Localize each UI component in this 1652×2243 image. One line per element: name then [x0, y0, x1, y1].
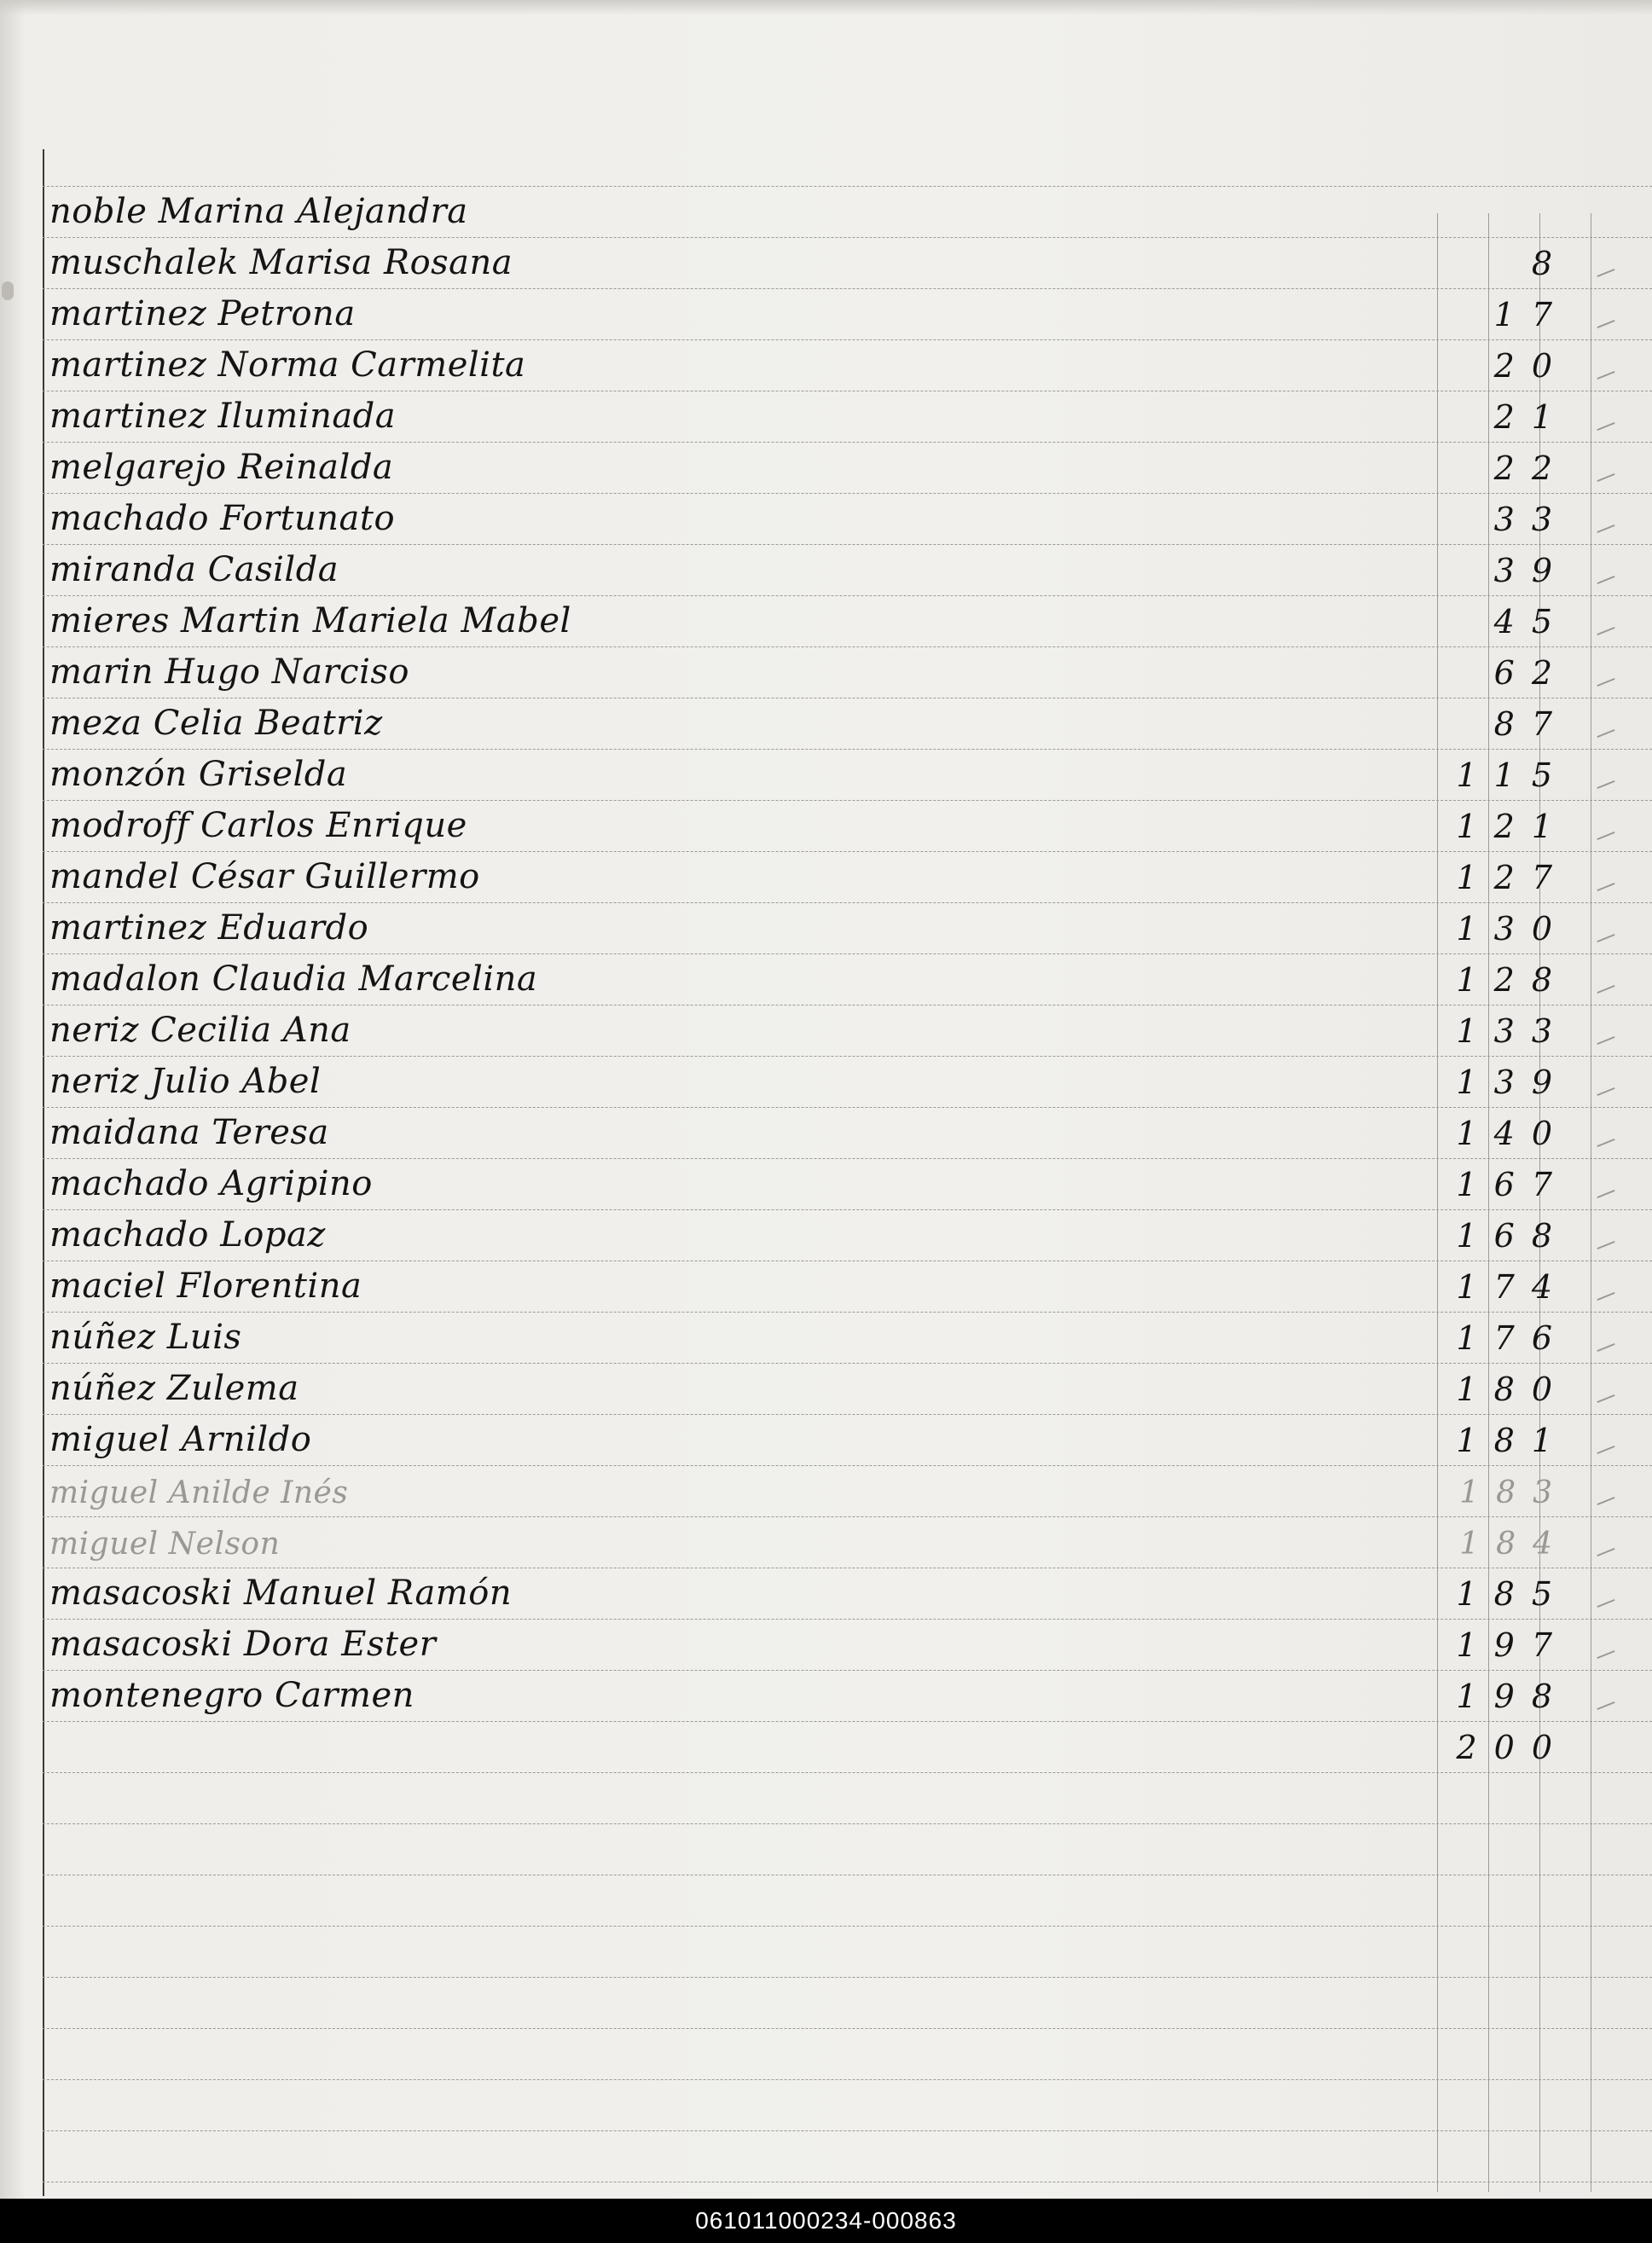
entry-name: marin Hugo Narciso: [49, 652, 409, 692]
entry-name: machado Fortunato: [49, 499, 396, 538]
entry-name: miguel Nelson: [49, 1527, 281, 1562]
entry-number: 133: [1456, 1012, 1569, 1050]
check-mark-icon: [1597, 1446, 1614, 1454]
check-mark-icon: [1597, 985, 1614, 994]
check-mark-icon: [1597, 1292, 1614, 1301]
entry-number: 185: [1456, 1575, 1569, 1613]
entry-number: 174: [1456, 1268, 1569, 1306]
entry-number: 167: [1456, 1166, 1569, 1203]
check-mark-icon: [1597, 422, 1614, 431]
entry-name: miranda Casilda: [49, 550, 339, 589]
entry-name: machado Lopaz: [49, 1215, 326, 1255]
check-mark-icon: [1597, 1190, 1614, 1198]
entry-name: meza Celia Beatriz: [49, 704, 383, 743]
check-mark-icon: [1597, 269, 1614, 277]
list-item: [0, 1411, 1652, 1463]
entry-number: 200: [1456, 1729, 1569, 1766]
entry-number: 184: [1459, 1527, 1569, 1562]
entry-name: machado Agripino: [49, 1164, 373, 1203]
entry-name: monzón Griselda: [49, 755, 348, 794]
entry-number: 22: [1493, 449, 1569, 487]
list-item: [0, 388, 1652, 439]
list-item: [0, 849, 1652, 900]
entry-number: 180: [1456, 1371, 1569, 1408]
check-mark-icon: [1597, 1394, 1614, 1403]
check-mark-icon: [1597, 1036, 1614, 1045]
check-mark-icon: [1597, 780, 1614, 789]
check-mark-icon: [1597, 576, 1614, 584]
check-mark-icon: [1597, 1701, 1614, 1710]
entry-name: mandel César Guillermo: [49, 857, 480, 896]
entry-name: neriz Cecilia Ana: [49, 1011, 351, 1050]
check-mark-icon: [1597, 473, 1614, 482]
entry-number: 8: [1531, 245, 1569, 282]
list-item: [0, 1309, 1652, 1360]
entry-number: 128: [1456, 961, 1569, 999]
list-item: [0, 644, 1652, 695]
entry-number: 87: [1493, 705, 1569, 743]
check-mark-icon: [1597, 1650, 1614, 1659]
entry-number: 45: [1493, 603, 1569, 640]
check-mark-icon: [1597, 832, 1614, 840]
list-item: [0, 951, 1652, 1002]
entry-name: melgarejo Reinalda: [49, 448, 394, 487]
check-mark-icon: [1597, 1599, 1614, 1608]
list-item: [0, 542, 1652, 593]
check-mark-icon: [1597, 1139, 1614, 1147]
list-item: [0, 797, 1652, 849]
entry-number: 181: [1456, 1422, 1569, 1459]
entry-name: neriz Julio Abel: [49, 1062, 322, 1101]
entry-number: 130: [1456, 910, 1569, 948]
list-item: [0, 593, 1652, 644]
entry-number: 121: [1456, 808, 1569, 845]
entry-name: miguel Anilde Inés: [49, 1475, 349, 1510]
entry-number: 183: [1459, 1475, 1569, 1510]
entry-name: martinez Petrona: [49, 294, 356, 333]
entry-name: masacoski Manuel Ramón: [49, 1574, 513, 1613]
entry-number: 127: [1456, 859, 1569, 896]
check-mark-icon: [1597, 371, 1614, 380]
entry-name: martinez Iluminada: [49, 397, 397, 436]
entry-name: martinez Eduardo: [49, 908, 369, 948]
entry-number: 20: [1493, 347, 1569, 385]
entry-name: madalon Claudia Marcelina: [49, 959, 538, 999]
list-item: [0, 1207, 1652, 1258]
entry-number: 62: [1493, 654, 1569, 692]
check-mark-icon: [1597, 1241, 1614, 1249]
entry-number: 198: [1456, 1678, 1569, 1715]
entry-number: 140: [1456, 1115, 1569, 1152]
entry-name: noble Marina Alejandra: [49, 192, 468, 231]
entry-name: maidana Teresa: [49, 1113, 329, 1152]
list-item: [0, 183, 1652, 235]
check-mark-icon: [1597, 1087, 1614, 1096]
check-mark-icon: [1597, 729, 1614, 738]
check-mark-icon: [1597, 678, 1614, 687]
check-mark-icon: [1597, 1497, 1614, 1505]
entry-name: modroff Carlos Enrique: [49, 806, 467, 845]
list-item: [0, 1616, 1652, 1667]
list-item: [0, 490, 1652, 542]
list-item: [0, 1258, 1652, 1309]
entry-number: 197: [1456, 1626, 1569, 1664]
list-item: [0, 1360, 1652, 1411]
list-item: [0, 286, 1652, 337]
check-mark-icon: [1597, 1343, 1614, 1352]
entry-number: 139: [1456, 1064, 1569, 1101]
entry-number: 17: [1493, 296, 1569, 333]
entry-number: 115: [1456, 756, 1569, 794]
entry-name: masacoski Dora Ester: [49, 1625, 437, 1664]
check-mark-icon: [1597, 934, 1614, 942]
list-item: [0, 1514, 1652, 1565]
entry-number: 33: [1493, 501, 1569, 538]
entry-name: martinez Norma Carmelita: [49, 345, 526, 385]
list-item: [0, 1718, 1652, 1770]
list-item: [0, 1565, 1652, 1616]
list-item: [0, 1667, 1652, 1718]
entry-number: 21: [1493, 398, 1569, 436]
entry-name: miguel Arnildo: [49, 1420, 312, 1459]
list-item: [0, 235, 1652, 286]
list-item: [0, 746, 1652, 797]
entry-number: 168: [1456, 1217, 1569, 1255]
check-mark-icon: [1597, 883, 1614, 891]
entry-number: 39: [1493, 552, 1569, 589]
check-mark-icon: [1597, 525, 1614, 533]
list-item: [0, 1156, 1652, 1207]
list-item: [0, 1053, 1652, 1104]
entry-number: 176: [1456, 1319, 1569, 1357]
entry-name: maciel Florentina: [49, 1266, 362, 1306]
entry-name: núñez Zulema: [49, 1369, 299, 1408]
list-item: [0, 695, 1652, 746]
entry-name: núñez Luis: [49, 1318, 242, 1357]
check-mark-icon: [1597, 320, 1614, 328]
check-mark-icon: [1597, 627, 1614, 635]
list-item: [0, 337, 1652, 388]
check-mark-icon: [1597, 1548, 1614, 1556]
entry-name: montenegro Carmen: [49, 1676, 414, 1715]
entry-name: mieres Martin Mariela Mabel: [49, 601, 571, 640]
document-id-footer: 061011000234-000863: [0, 2199, 1652, 2243]
list-item: [0, 439, 1652, 490]
list-item: [0, 1104, 1652, 1156]
list-item: [0, 1002, 1652, 1053]
list-item: [0, 900, 1652, 951]
entry-name: muschalek Marisa Rosana: [49, 243, 513, 282]
list-item: [0, 1463, 1652, 1514]
